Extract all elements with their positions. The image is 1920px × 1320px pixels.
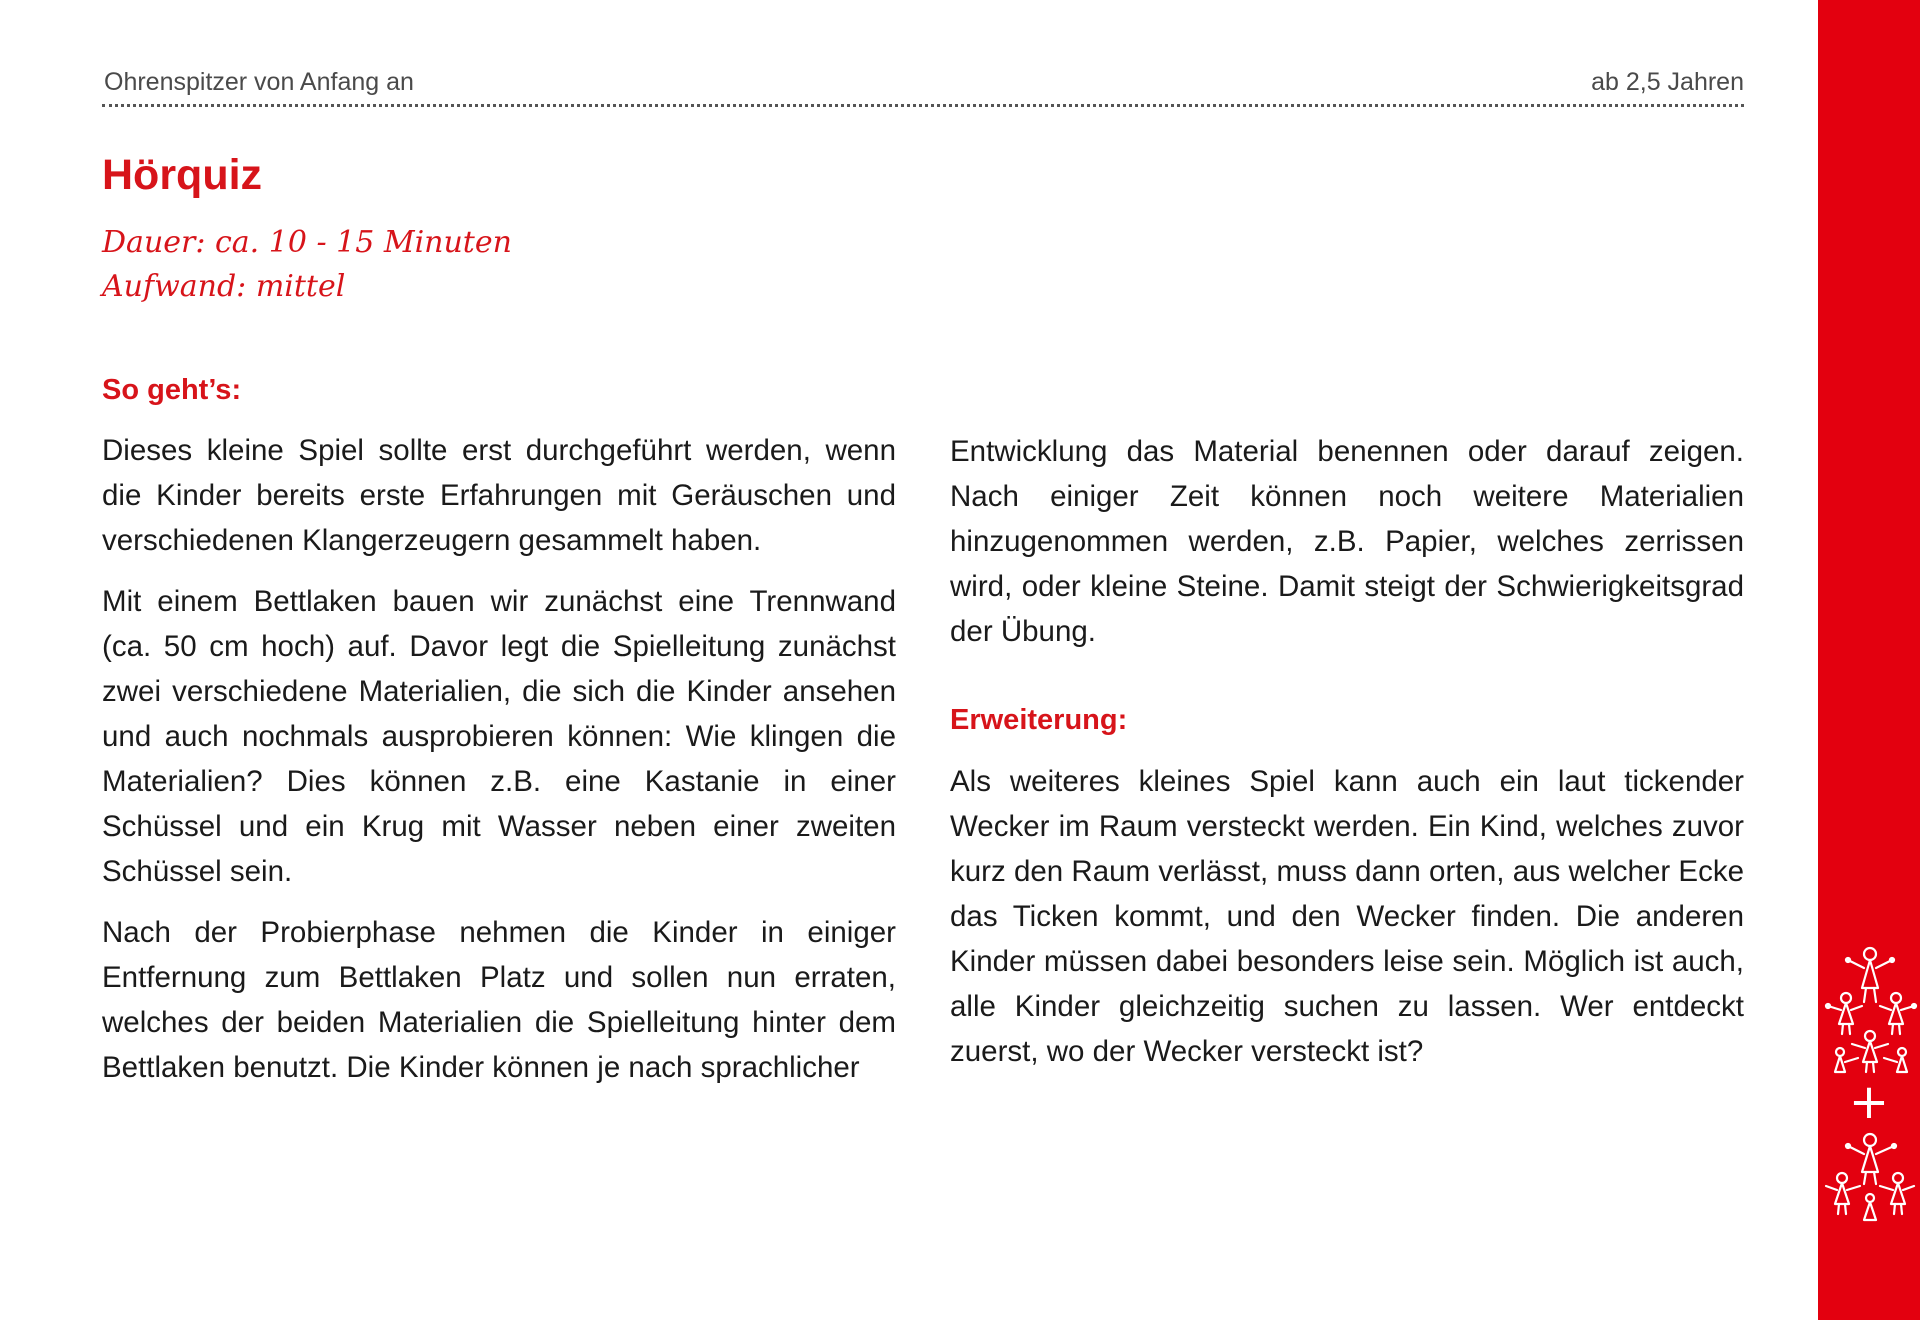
plus-icon: + bbox=[1848, 1074, 1890, 1130]
paragraph: Nach der Probierphase nehmen die Kinder in einiger Entfernung zum Bettlaken Platz und sollen nun erraten, welches der beiden Materialien die Spielleitung hinter dem Bettlaken benutzt. Die Kinder können je nach sprachlicher bbox=[102, 916, 896, 1084]
running-header bbox=[102, 66, 1744, 106]
section-heading-erweiterung: Erweiterung: bbox=[950, 704, 1128, 736]
right-column-bottom bbox=[950, 759, 1744, 1090]
paragraph: Dieses kleine Spiel sollte erst durchgeführt werden, wenn die Kinder bereits erste Erfahrungen mit Geräuschen und verschiedenen Klangerzeugern gesammelt haben. bbox=[102, 434, 896, 557]
right-column-top bbox=[950, 429, 1744, 670]
paragraph: Entwicklung das Material benennen oder darauf zeigen. Nach einiger Zeit können noch weitere Materialien hinzugenommen werden, z.B. Papier, welches zerrissen wird, oder kleine Steine. Damit steigt der Schwierigkeitsgrad der Übung. bbox=[950, 435, 1744, 648]
page-title: Hörquiz bbox=[102, 151, 263, 199]
red-sidebar bbox=[1818, 0, 1920, 1320]
paragraph: Als weiteres kleines Spiel kann auch ein laut tickender Wecker im Raum versteckt werden. Ein Kind, welches zuvor kurz den Raum verlässt, muss dann orten, aus welcher Ecke das Ticken kommt, und den Wecker finden. Die anderen Kinder müssen dabei besonders leise sein. Möglich ist auch, alle Kinder gleichzeitig suchen zu lassen. Wer entdeckt zuerst, wo der Wecker versteckt ist? bbox=[950, 765, 1744, 1068]
dotted-divider bbox=[102, 104, 1744, 107]
header-series-title: Ohrenspitzer von Anfang an bbox=[104, 68, 414, 96]
family-group-icon bbox=[1818, 1128, 1920, 1228]
section-heading-so-gehts: So geht’s: bbox=[102, 374, 242, 406]
paragraph: Mit einem Bettlaken bauen wir zunächst eine Trennwand (ca. 50 cm hoch) auf. Davor legt die Spielleitung zunächst zwei verschiedene Materialien, die sich die Kinder ansehen und auch nochmals ausprobieren können: Wie klingen die Materialien? Dies können z.B. eine Kastanie in einer Schüssel und ein Krug mit Wasser neben einer zweiten Schüssel sein. bbox=[102, 585, 896, 888]
family-group-icon bbox=[1818, 940, 1920, 1090]
duration-note: Dauer: ca. 10 - 15 Minuten bbox=[102, 225, 512, 260]
effort-note: Aufwand: mittel bbox=[102, 269, 346, 304]
left-column bbox=[102, 428, 896, 1106]
header-age-range: ab 2,5 Jahren bbox=[1591, 68, 1744, 96]
